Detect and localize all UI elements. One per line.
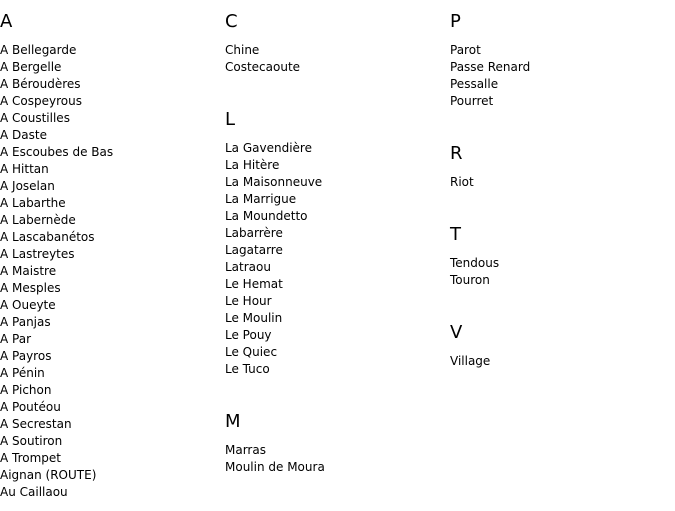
letter-group-r: [450, 144, 670, 191]
list-item[interactable]: La Marrigue: [225, 192, 297, 206]
index-column-1: [0, 0, 220, 501]
list-item[interactable]: Tendous: [450, 256, 500, 270]
list-item[interactable]: Le Quiec: [225, 345, 278, 359]
place-list: [450, 255, 670, 289]
letter-heading: T: [450, 224, 461, 245]
list-item[interactable]: Village: [450, 354, 491, 368]
list-item[interactable]: A Par: [0, 332, 32, 346]
list-item[interactable]: A Maistre: [0, 264, 57, 278]
list-item[interactable]: A Oueyte: [0, 298, 56, 312]
letter-heading: M: [225, 411, 241, 432]
list-item[interactable]: Le Hour: [225, 294, 272, 308]
group-spacer: [450, 191, 670, 213]
list-item[interactable]: A Joselan: [0, 179, 55, 193]
list-item[interactable]: A Bergelle: [0, 60, 62, 74]
place-list: [450, 174, 670, 191]
list-item[interactable]: Parot: [450, 43, 481, 57]
list-item[interactable]: Au Caillaou: [0, 485, 68, 499]
list-item[interactable]: Le Tuco: [225, 362, 270, 376]
list-item[interactable]: Pourret: [450, 94, 494, 108]
list-item[interactable]: Le Pouy: [225, 328, 272, 342]
letter-group-t: [450, 225, 670, 289]
group-spacer: [450, 289, 670, 311]
list-item[interactable]: Riot: [450, 175, 474, 189]
list-item[interactable]: Moulin de Moura: [225, 460, 325, 474]
list-item[interactable]: A Payros: [0, 349, 52, 363]
list-item[interactable]: A Coustilles: [0, 111, 70, 125]
list-item[interactable]: Labarrère: [225, 226, 283, 240]
list-item[interactable]: Pessalle: [450, 77, 499, 91]
letter-heading: A: [0, 11, 13, 32]
letter-heading: C: [225, 11, 238, 32]
place-list: [225, 442, 445, 476]
list-item[interactable]: A Escoubes de Bas: [0, 145, 114, 159]
list-item[interactable]: A Panjas: [0, 315, 51, 329]
list-item[interactable]: A Béroudères: [0, 77, 81, 91]
index-column-2: [225, 0, 445, 476]
letter-group-a: [0, 12, 220, 501]
list-item[interactable]: A Soutiron: [0, 434, 63, 448]
list-item[interactable]: A Labarthe: [0, 196, 66, 210]
list-item[interactable]: Marras: [225, 443, 266, 457]
letter-heading: P: [450, 11, 461, 32]
index-column-3: [450, 0, 670, 370]
list-item[interactable]: Touron: [450, 273, 490, 287]
list-item[interactable]: A Labernède: [0, 213, 76, 227]
list-item[interactable]: A Lascabanétos: [0, 230, 95, 244]
list-item[interactable]: Le Moulin: [225, 311, 283, 325]
letter-group-p: [450, 12, 670, 110]
list-item[interactable]: A Hittan: [0, 162, 49, 176]
place-list: [450, 42, 670, 110]
letter-heading: R: [450, 143, 463, 164]
list-item[interactable]: A Daste: [0, 128, 47, 142]
group-spacer: [450, 110, 670, 132]
place-list: [225, 140, 445, 378]
letter-group-c: [225, 12, 445, 76]
list-item[interactable]: La Maisonneuve: [225, 175, 323, 189]
group-spacer: [225, 378, 445, 400]
list-item[interactable]: A Secrestan: [0, 417, 72, 431]
letter-heading: V: [450, 322, 463, 343]
list-item[interactable]: A Bellegarde: [0, 43, 77, 57]
list-item[interactable]: Costecaoute: [225, 60, 301, 74]
letter-group-l: [225, 110, 445, 378]
letter-group-m: [225, 412, 445, 476]
list-item[interactable]: Le Hemat: [225, 277, 283, 291]
group-spacer: [225, 76, 445, 98]
list-item[interactable]: A Pichon: [0, 383, 52, 397]
list-item[interactable]: A Trompet: [0, 451, 61, 465]
list-item[interactable]: La Gavendière: [225, 141, 312, 155]
list-item[interactable]: A Pénin: [0, 366, 45, 380]
list-item[interactable]: Lagatarre: [225, 243, 283, 257]
letter-group-v: [450, 323, 670, 370]
list-item[interactable]: A Cospeyrous: [0, 94, 82, 108]
list-item[interactable]: Aignan (ROUTE): [0, 468, 97, 482]
list-item[interactable]: Passe Renard: [450, 60, 531, 74]
list-item[interactable]: La Hitère: [225, 158, 280, 172]
list-item[interactable]: A Poutéou: [0, 400, 61, 414]
list-item[interactable]: A Mesples: [0, 281, 61, 295]
list-item[interactable]: Chine: [225, 43, 260, 57]
list-item[interactable]: La Moundetto: [225, 209, 308, 223]
place-list: [0, 42, 220, 501]
letter-heading: L: [225, 109, 236, 130]
place-list: [225, 42, 445, 76]
place-list: [450, 353, 670, 370]
list-item[interactable]: A Lastreytes: [0, 247, 75, 261]
list-item[interactable]: Latraou: [225, 260, 271, 274]
